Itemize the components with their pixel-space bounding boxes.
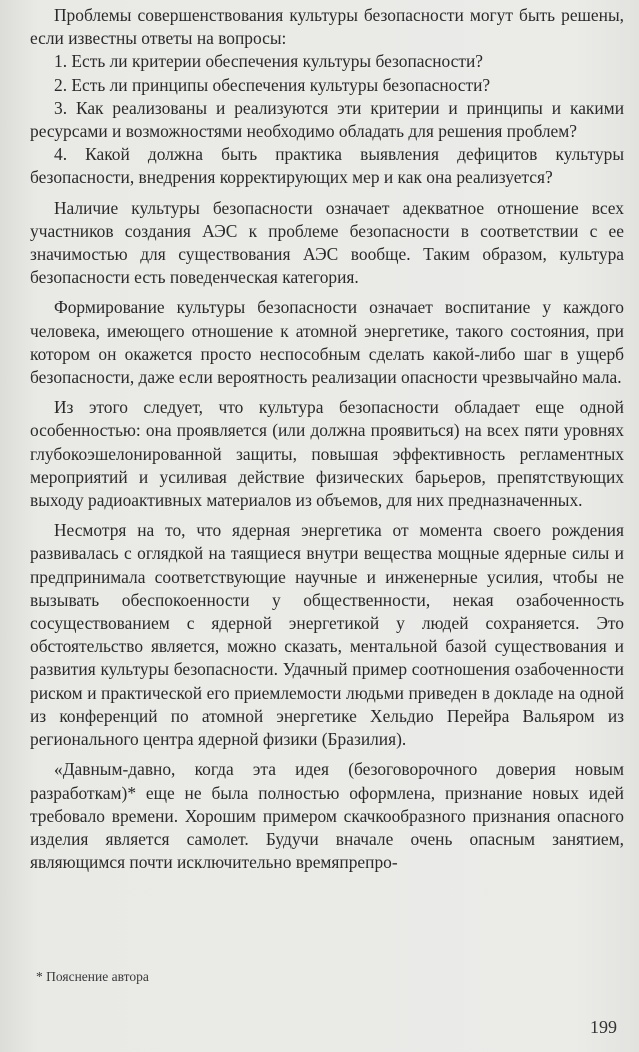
paragraph: Несмотря на то, что ядерная энергетика от момента своего рождения развивалась с оглядкой на таящиеся внутри вещества мощные ядерные силы и предпринимала соответствующие научные и инженерные усилия, чтобы не вызывать обеспокоенности у общественности, некая озабоченность сосуществованием с ядерной энергетикой у людей сохраняется. Это обстоятельство является, можно сказать, ментальной базой существования и развития культуры безопасности. Удачный пример соотношения озабоченности риском и практической его приемлемости людьми приведен в докладе на одной из конференций по атомной энергетике Хельдио Перейра Вальяром из регионального центра ядерной физики (Бразилия). [30,520,624,750]
page-number: 199 [590,1017,617,1037]
body-text [30,4,624,874]
paragraph: «Давным-давно, когда эта идея (безоговорочного доверия новым разработкам)* еще не была полностью оформлена, признание новых идей требовало времени. Хорошим примером скачкообразного признания опасного изделия является самолет. Будучи вначале очень опасным занятием, являющимся почти исключительно времяпрепро- [30,759,624,873]
paragraph: Из этого следует, что культура безопасности обладает еще одной особенностью: она проявляется (или должна проявиться) на всех пяти уровнях глубокоэшелонированной защиты, повышая эффективность регламентных мероприятий и усиливая действие физических барьеров, препятствующих выходу радиоактивных материалов из объемов, для них предназначенных. [30,397,624,511]
paragraph: Проблемы совершенствования культуры безопасности могут быть решены, если известны ответы на вопросы: [30,5,624,49]
footnote: * Пояснение автора [36,969,149,984]
paragraph: Наличие культуры безопасности означает адекватное отношение всех участников создания АЭС к проблеме безопасности в соответствии с ее значимостью для существования АЭС вообще. Таким образом, культура безопасности есть поведенческая категория. [30,197,624,288]
paragraph: Формирование культуры безопасности означает воспитание у каждого человека, имеющего отношение к атомной энергетике, такого состояния, при котором он окажется просто неспособным сделать какой-либо шаг в ущерб безопасности, даже если вероятность реализации опасности чрезвычайно мала. [30,297,624,388]
list-item: 4. Какой должна быть практика выявления дефицитов культуры безопасности, внедрения корректирующих мер и как она реализуется? [30,144,624,188]
list-item: 1. Есть ли критерии обеспечения культуры безопасности? [54,51,483,72]
list-item: 2. Есть ли принципы обеспечения культуры безопасности? [54,74,491,95]
list-item: 3. Как реализованы и реализуются эти критерии и принципы и какими ресурсами и возможностями необходимо обладать для решения проблем? [30,97,624,142]
